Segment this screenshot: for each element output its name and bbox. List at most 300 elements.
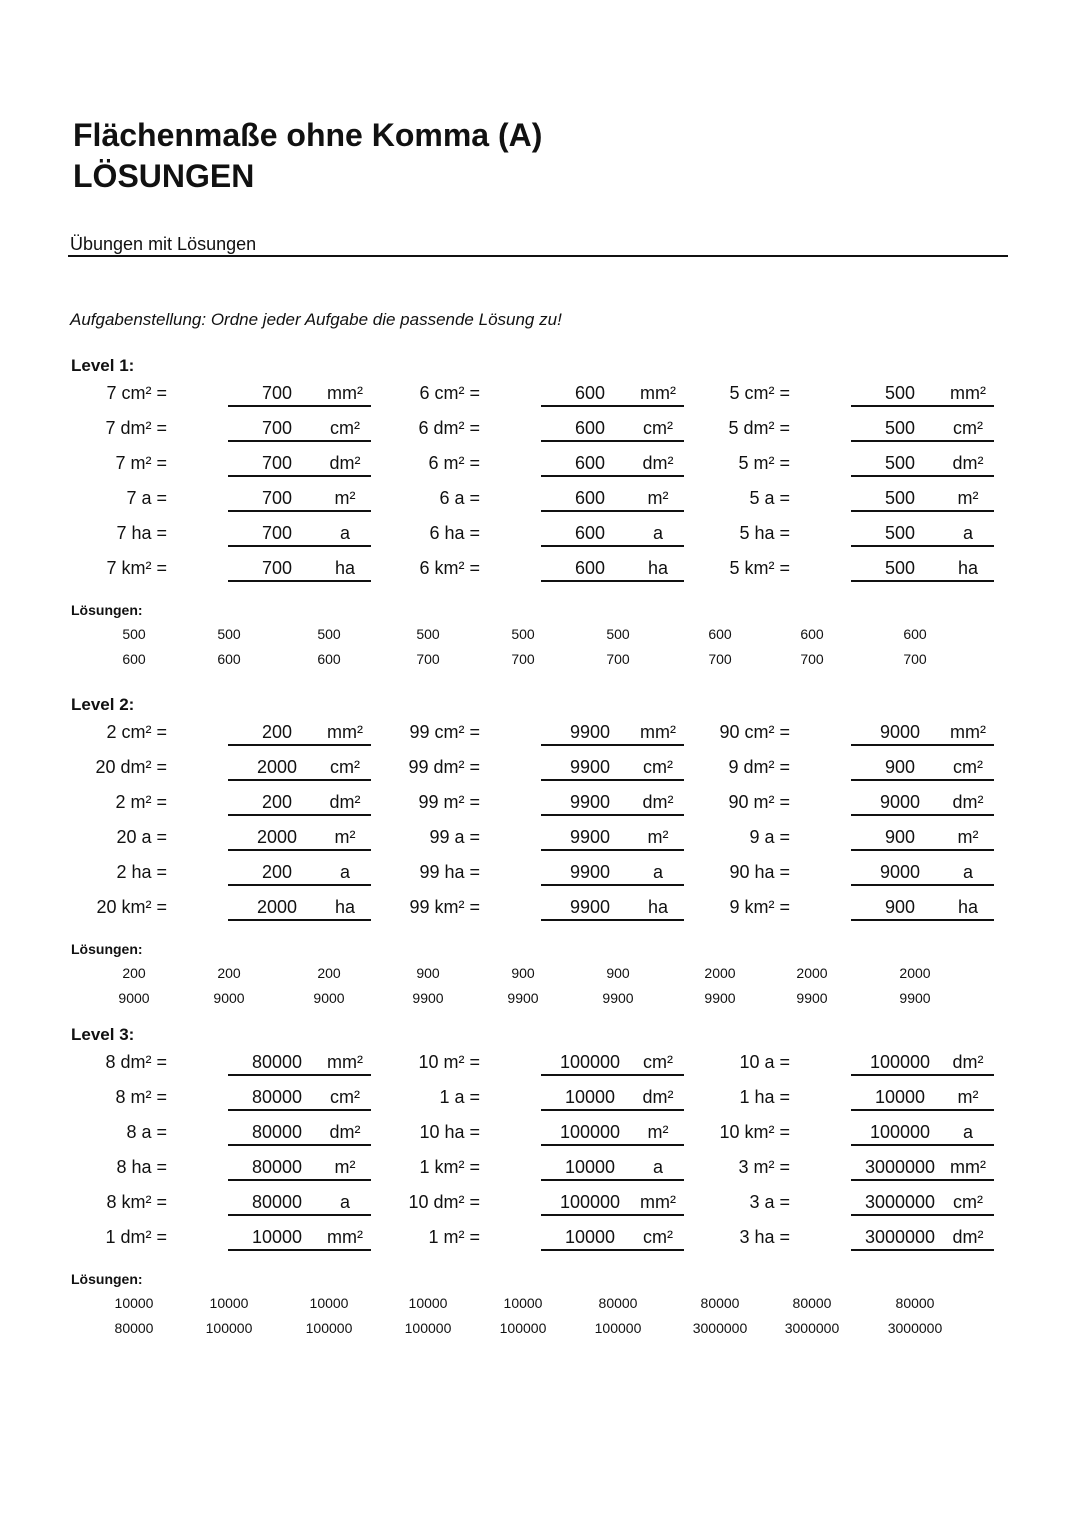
exercise-row [388,414,698,449]
exercise-answer: 9900 [569,862,611,882]
answer-underline [851,814,994,816]
solution-value: 3000000 [887,1320,943,1336]
solution-value: 900 [606,965,630,981]
answer-underline [228,1109,371,1111]
solutions-grid [0,1294,1080,1346]
solution-value: 3000000 [692,1320,748,1336]
exercise-answer: 3000000 [864,1192,936,1212]
exercise-row [698,753,1008,788]
solution-value: 100000 [205,1320,253,1336]
answer-underline [541,1144,684,1146]
answer-underline [851,440,994,442]
answer-underline [541,779,684,781]
exercise-unit: dm² [952,792,984,812]
answer-underline [541,580,684,582]
solution-value: 9900 [602,990,634,1006]
exercise-question: 1 ha = [739,1087,790,1107]
exercise-row [388,1223,698,1258]
exercise-row [698,1118,1008,1153]
exercise-column [698,1048,1008,1258]
solutions-label: Lösungen: [71,1271,143,1287]
answer-underline [851,1249,994,1251]
exercise-unit: mm² [327,1227,363,1247]
exercise-question: 90 m² = [728,792,790,812]
exercise-question: 20 km² = [96,897,167,917]
solution-value: 9000 [213,990,245,1006]
answer-underline [541,744,684,746]
answer-underline [228,405,371,407]
exercise-row [698,893,1008,928]
solution-value: 10000 [209,1295,249,1311]
exercise-question: 99 cm² = [409,722,480,742]
exercise-unit: a [652,862,663,882]
solution-value: 500 [511,626,535,642]
exercise-question: 90 ha = [729,862,790,882]
exercise-answer: 2000 [256,757,298,777]
exercise-answer: 10000 [564,1157,616,1177]
exercise-unit: mm² [950,1157,986,1177]
answer-underline [228,1074,371,1076]
exercise-column [698,718,1008,928]
exercise-question: 7 dm² = [105,418,167,438]
solutions-grid [0,964,1080,1016]
exercise-question: 5 dm² = [728,418,790,438]
answer-underline [228,1144,371,1146]
exercise-question: 5 cm² = [729,383,790,403]
exercise-answer: 2000 [256,897,298,917]
solution-value: 10000 [408,1295,448,1311]
exercise-unit: m² [334,488,356,508]
exercise-question: 6 ha = [429,523,480,543]
exercise-answer: 700 [261,558,293,578]
solution-value: 700 [708,651,732,667]
exercise-column [75,718,385,928]
answer-underline [851,1214,994,1216]
exercise-answer: 9900 [569,722,611,742]
exercise-answer: 3000000 [864,1227,936,1247]
exercise-row [388,379,698,414]
task-instruction: Aufgabenstellung: Ordne jeder Aufgabe die passende Lösung zu! [70,310,562,329]
solution-value: 500 [217,626,241,642]
exercise-unit: ha [334,558,356,578]
exercise-question: 2 m² = [115,792,167,812]
exercise-question: 9 km² = [729,897,790,917]
answer-underline [541,849,684,851]
solutions-label: Lösungen: [71,941,143,957]
answer-underline [851,510,994,512]
exercise-question: 7 cm² = [106,383,167,403]
exercise-column [75,379,385,589]
exercise-answer: 9900 [569,792,611,812]
exercise-unit: ha [957,558,979,578]
exercise-answer: 80000 [251,1052,303,1072]
exercise-unit: ha [957,897,979,917]
solution-value: 80000 [598,1295,638,1311]
solution-value: 80000 [114,1320,154,1336]
exercise-answer: 80000 [251,1192,303,1212]
answer-underline [228,779,371,781]
exercise-answer: 200 [261,792,293,812]
exercise-question: 20 a = [116,827,167,847]
exercise-question: 1 a = [439,1087,480,1107]
exercise-answer: 10000 [874,1087,926,1107]
exercise-question: 1 m² = [428,1227,480,1247]
title-line-1: Flächenmaße ohne Komma (A) [73,117,543,153]
exercise-row [75,1188,385,1223]
exercise-unit: mm² [327,1052,363,1072]
answer-underline [851,849,994,851]
exercise-answer: 9900 [569,897,611,917]
exercise-answer: 700 [261,453,293,473]
answer-underline [851,545,994,547]
answer-underline [228,475,371,477]
solution-value: 700 [606,651,630,667]
exercise-column [75,1048,385,1258]
exercise-unit: m² [957,1087,979,1107]
solution-value: 900 [511,965,535,981]
solutions-grid [0,625,1080,677]
exercise-unit: cm² [330,757,360,777]
exercise-question: 7 a = [126,488,167,508]
exercise-column [698,379,1008,589]
exercise-question: 99 ha = [419,862,480,882]
exercise-answer: 600 [574,453,606,473]
answer-underline [851,884,994,886]
answer-underline [851,1109,994,1111]
level-title: Level 2: [71,695,135,714]
answer-underline [851,744,994,746]
exercise-unit: cm² [643,418,673,438]
exercise-question: 8 km² = [106,1192,167,1212]
subtitle-divider [68,255,1008,257]
exercise-unit: dm² [642,792,674,812]
exercise-question: 9 a = [749,827,790,847]
solution-value: 9000 [118,990,150,1006]
exercise-row [75,858,385,893]
exercise-answer: 100000 [559,1192,621,1212]
exercise-answer: 500 [884,418,916,438]
exercise-unit: a [339,1192,350,1212]
exercise-row [698,1188,1008,1223]
exercise-unit: cm² [953,1192,983,1212]
exercise-answer: 3000000 [864,1157,936,1177]
exercise-unit: m² [334,827,356,847]
exercise-row [698,519,1008,554]
solution-value: 700 [903,651,927,667]
exercise-unit: a [652,523,663,543]
exercise-unit: mm² [640,722,676,742]
solution-value: 200 [317,965,341,981]
answer-underline [228,1249,371,1251]
exercise-answer: 900 [884,827,916,847]
exercise-row [75,753,385,788]
exercise-unit: dm² [642,1087,674,1107]
exercise-question: 10 dm² = [408,1192,480,1212]
solution-value: 9900 [704,990,736,1006]
exercise-row [388,484,698,519]
answer-underline [851,475,994,477]
answer-underline [228,884,371,886]
exercise-unit: mm² [950,383,986,403]
solution-value: 2000 [704,965,736,981]
answer-underline [228,440,371,442]
solution-value: 600 [903,626,927,642]
answer-underline [541,814,684,816]
answer-underline [541,545,684,547]
exercise-row [698,1153,1008,1188]
exercise-row [388,1048,698,1083]
solution-value: 10000 [503,1295,543,1311]
exercise-answer: 10000 [251,1227,303,1247]
exercise-answer: 80000 [251,1087,303,1107]
exercise-row [388,788,698,823]
exercise-answer: 500 [884,558,916,578]
answer-underline [851,405,994,407]
exercise-row [698,858,1008,893]
exercise-question: 3 a = [749,1192,790,1212]
answer-underline [851,1144,994,1146]
exercise-row [75,1153,385,1188]
exercise-unit: a [652,1157,663,1177]
exercise-column [388,379,698,589]
exercise-unit: dm² [952,1227,984,1247]
exercise-answer: 9900 [569,757,611,777]
answer-underline [228,580,371,582]
exercise-unit: dm² [329,1122,361,1142]
solution-value: 3000000 [784,1320,840,1336]
exercise-row [75,823,385,858]
exercise-row [698,449,1008,484]
exercise-unit: m² [647,827,669,847]
answer-underline [541,510,684,512]
answer-underline [228,849,371,851]
exercise-row [698,1223,1008,1258]
exercise-unit: mm² [327,383,363,403]
exercise-unit: dm² [952,453,984,473]
exercise-row [388,1118,698,1153]
exercise-unit: cm² [330,1087,360,1107]
exercise-unit: dm² [952,1052,984,1072]
exercise-answer: 200 [261,862,293,882]
exercise-answer: 600 [574,383,606,403]
answer-underline [851,919,994,921]
solution-value: 100000 [305,1320,353,1336]
exercise-row [75,1083,385,1118]
exercise-answer: 100000 [869,1052,931,1072]
exercise-unit: ha [334,897,356,917]
exercise-unit: cm² [643,1227,673,1247]
exercise-question: 7 ha = [116,523,167,543]
exercise-row [698,484,1008,519]
exercise-unit: a [962,1122,973,1142]
exercise-answer: 100000 [869,1122,931,1142]
exercise-answer: 100000 [559,1122,621,1142]
exercise-answer: 2000 [256,827,298,847]
exercise-row [75,519,385,554]
exercise-answer: 500 [884,453,916,473]
exercise-unit: cm² [953,418,983,438]
exercise-question: 10 m² = [418,1052,480,1072]
exercise-row [388,449,698,484]
exercise-question: 8 dm² = [105,1052,167,1072]
solution-value: 200 [122,965,146,981]
exercise-unit: m² [647,488,669,508]
solution-value: 500 [122,626,146,642]
answer-underline [228,814,371,816]
exercise-unit: mm² [640,1192,676,1212]
solution-value: 500 [606,626,630,642]
solution-value: 9900 [796,990,828,1006]
exercise-answer: 600 [574,523,606,543]
exercise-row [698,718,1008,753]
exercise-unit: ha [647,558,669,578]
solution-value: 500 [317,626,341,642]
exercise-answer: 9900 [569,827,611,847]
exercise-unit: mm² [640,383,676,403]
exercise-question: 6 km² = [419,558,480,578]
exercise-row [75,1118,385,1153]
level-title: Level 1: [71,356,135,375]
exercise-unit: ha [647,897,669,917]
exercise-question: 2 ha = [116,862,167,882]
exercise-unit: m² [334,1157,356,1177]
exercise-row [75,554,385,589]
exercise-question: 6 m² = [428,453,480,473]
exercise-answer: 9000 [879,862,921,882]
exercise-question: 90 cm² = [719,722,790,742]
exercise-question: 8 a = [126,1122,167,1142]
level-title: Level 3: [71,1025,135,1044]
solution-value: 10000 [309,1295,349,1311]
answer-underline [541,1214,684,1216]
exercise-row [75,414,385,449]
exercise-question: 3 ha = [739,1227,790,1247]
exercise-row [388,823,698,858]
exercise-row [388,718,698,753]
exercise-unit: cm² [643,757,673,777]
exercise-answer: 700 [261,383,293,403]
answer-underline [541,405,684,407]
answer-underline [228,1179,371,1181]
answer-underline [541,440,684,442]
exercise-unit: m² [957,488,979,508]
answer-underline [228,545,371,547]
exercise-unit: a [339,862,350,882]
exercise-row [388,893,698,928]
solution-value: 700 [511,651,535,667]
answer-underline [851,580,994,582]
solution-value: 9900 [507,990,539,1006]
solution-value: 600 [708,626,732,642]
exercise-row [388,753,698,788]
solution-value: 9900 [412,990,444,1006]
answer-underline [541,475,684,477]
exercise-row [388,1083,698,1118]
exercise-answer: 9000 [879,792,921,812]
exercise-unit: mm² [327,722,363,742]
exercise-answer: 80000 [251,1122,303,1142]
exercise-unit: mm² [950,722,986,742]
exercise-question: 99 km² = [409,897,480,917]
answer-underline [541,1179,684,1181]
exercise-answer: 9000 [879,722,921,742]
answer-underline [851,1074,994,1076]
solution-value: 700 [416,651,440,667]
exercise-answer: 500 [884,523,916,543]
exercise-answer: 80000 [251,1157,303,1177]
solution-value: 2000 [899,965,931,981]
exercise-answer: 900 [884,757,916,777]
solution-value: 200 [217,965,241,981]
exercise-question: 8 ha = [116,1157,167,1177]
exercise-row [698,823,1008,858]
exercise-unit: m² [647,1122,669,1142]
exercise-column [388,1048,698,1258]
exercise-question: 5 ha = [739,523,790,543]
exercise-column [388,718,698,928]
solution-value: 9900 [899,990,931,1006]
exercise-unit: a [962,862,973,882]
exercise-row [388,554,698,589]
exercise-unit: cm² [643,1052,673,1072]
solution-value: 10000 [114,1295,154,1311]
exercise-row [388,858,698,893]
exercise-question: 9 dm² = [728,757,790,777]
exercise-answer: 900 [884,897,916,917]
answer-underline [228,744,371,746]
exercise-answer: 100000 [559,1052,621,1072]
solution-value: 100000 [594,1320,642,1336]
answer-underline [541,1109,684,1111]
exercise-question: 5 m² = [738,453,790,473]
solution-value: 100000 [404,1320,452,1336]
exercise-answer: 700 [261,418,293,438]
exercise-unit: cm² [330,418,360,438]
solution-value: 600 [122,651,146,667]
exercise-question: 3 m² = [738,1157,790,1177]
exercise-row [388,1153,698,1188]
solution-value: 2000 [796,965,828,981]
answer-underline [228,1214,371,1216]
exercise-answer: 600 [574,558,606,578]
exercise-unit: a [962,523,973,543]
exercise-row [75,893,385,928]
exercise-question: 10 a = [739,1052,790,1072]
exercise-unit: m² [957,827,979,847]
exercise-row [75,718,385,753]
exercise-question: 6 a = [439,488,480,508]
exercise-row [75,484,385,519]
answer-underline [541,1074,684,1076]
exercise-question: 7 km² = [106,558,167,578]
answer-underline [851,1179,994,1181]
exercise-question: 7 m² = [115,453,167,473]
solution-value: 600 [217,651,241,667]
answer-underline [541,1249,684,1251]
answer-underline [541,919,684,921]
exercise-answer: 700 [261,488,293,508]
exercise-unit: a [339,523,350,543]
title-line-2: LÖSUNGEN [73,158,255,194]
exercise-unit: cm² [953,757,983,777]
exercise-answer: 10000 [564,1087,616,1107]
exercise-row [75,788,385,823]
exercise-question: 6 cm² = [419,383,480,403]
solution-value: 9000 [313,990,345,1006]
exercise-question: 5 km² = [729,558,790,578]
exercise-row [698,379,1008,414]
exercise-question: 10 km² = [719,1122,790,1142]
